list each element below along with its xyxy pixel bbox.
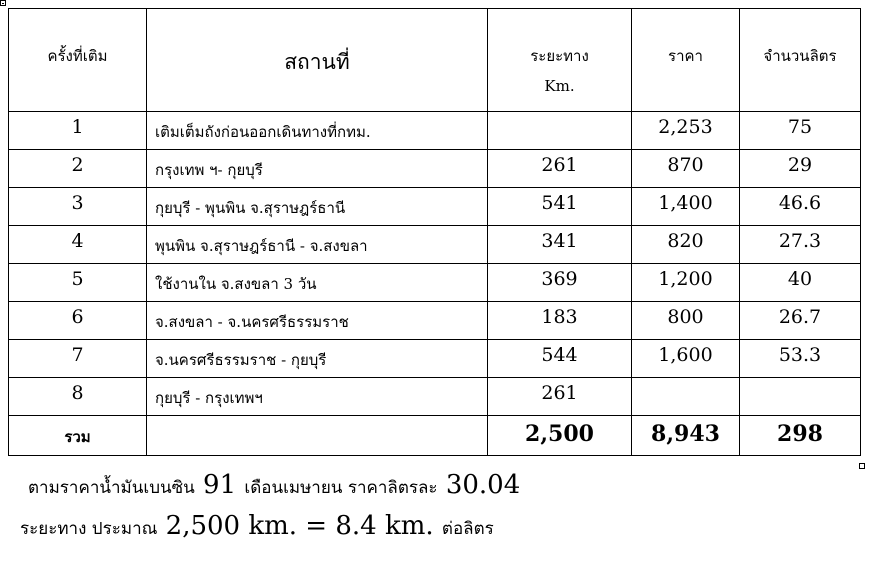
note-1-text-c: เดือนเมษายน ราคาลิตรละ — [244, 478, 438, 498]
row-number: 7 — [9, 340, 147, 378]
row-liters: 53.3 — [740, 340, 861, 378]
row-price: 820 — [632, 226, 740, 264]
row-number: 3 — [9, 188, 147, 226]
row-route: กรุงเทพ ฯ- กุยบุรี — [147, 150, 488, 188]
row-price: 1,200 — [632, 264, 740, 302]
row-route: พุนพิน จ.สุราษฎร์ธานี - จ.สงขลา — [147, 226, 488, 264]
row-price: 1,600 — [632, 340, 740, 378]
row-route: กุยบุรี - พุนพิน จ.สุราษฎร์ธานี — [147, 188, 488, 226]
table-move-handle[interactable] — [0, 0, 6, 6]
header-place: สถานที่ — [147, 9, 488, 112]
row-price: 1,400 — [632, 188, 740, 226]
total-route — [147, 416, 488, 456]
row-distance: 341 — [488, 226, 632, 264]
row-number: 5 — [9, 264, 147, 302]
table-resize-handle[interactable] — [859, 463, 865, 469]
row-liters: 27.3 — [740, 226, 861, 264]
header-distance-line1: ระยะทาง — [530, 47, 589, 65]
row-liters — [740, 378, 861, 416]
row-number: 4 — [9, 226, 147, 264]
fuel-price-note — [28, 470, 520, 501]
header-price: ราคา — [632, 9, 740, 112]
header-distance-line2: Km. — [544, 77, 575, 95]
table-row — [9, 378, 861, 416]
total-label: รวม — [9, 416, 147, 456]
row-price: 800 — [632, 302, 740, 340]
note-1-price: 30.04 — [445, 470, 521, 500]
total-liters: 298 — [740, 416, 861, 456]
row-route: จ.นครศรีธรรมราช - กุยบุรี — [147, 340, 488, 378]
table-row — [9, 112, 861, 150]
total-row — [9, 416, 861, 456]
row-liters: 29 — [740, 150, 861, 188]
table-row — [9, 188, 861, 226]
row-price — [632, 378, 740, 416]
header-distance — [488, 9, 632, 112]
note-2-text-a: ระยะทาง ประมาณ — [20, 519, 158, 539]
fuel-economy-note — [20, 511, 494, 542]
fuel-table — [8, 8, 861, 456]
row-route: ใช้งานใน จ.สงขลา 3 วัน — [147, 264, 488, 302]
row-distance: 261 — [488, 150, 632, 188]
row-number: 8 — [9, 378, 147, 416]
row-liters: 26.7 — [740, 302, 861, 340]
table-row — [9, 226, 861, 264]
table-header-row — [9, 9, 861, 112]
row-route: เติมเต็มถังก่อนออกเดินทางที่กทม. — [147, 112, 488, 150]
row-liters: 40 — [740, 264, 861, 302]
row-distance: 541 — [488, 188, 632, 226]
row-price: 870 — [632, 150, 740, 188]
note-1-text-a: ตามราคาน้ำมันเบนซิน — [28, 478, 195, 498]
row-price: 2,253 — [632, 112, 740, 150]
row-distance: 261 — [488, 378, 632, 416]
total-price: 8,943 — [632, 416, 740, 456]
note-2-text-c: ต่อลิตร — [441, 519, 494, 539]
table-row — [9, 302, 861, 340]
header-round: ครั้งที่เติม — [9, 9, 147, 112]
note-2-economy: 2,500 km. = 8.4 km. — [165, 511, 434, 541]
row-number: 1 — [9, 112, 147, 150]
table-row — [9, 340, 861, 378]
total-distance: 2,500 — [488, 416, 632, 456]
row-route: จ.สงขลา - จ.นครศรีธรรมราช — [147, 302, 488, 340]
header-liters: จำนวนลิตร — [740, 9, 861, 112]
row-number: 2 — [9, 150, 147, 188]
row-route: กุยบุรี - กรุงเทพฯ — [147, 378, 488, 416]
row-distance — [488, 112, 632, 150]
note-1-fuel-grade: 91 — [203, 470, 237, 500]
row-distance: 544 — [488, 340, 632, 378]
table-row — [9, 150, 861, 188]
table-row — [9, 264, 861, 302]
row-distance: 183 — [488, 302, 632, 340]
row-liters: 75 — [740, 112, 861, 150]
row-liters: 46.6 — [740, 188, 861, 226]
row-distance: 369 — [488, 264, 632, 302]
row-number: 6 — [9, 302, 147, 340]
